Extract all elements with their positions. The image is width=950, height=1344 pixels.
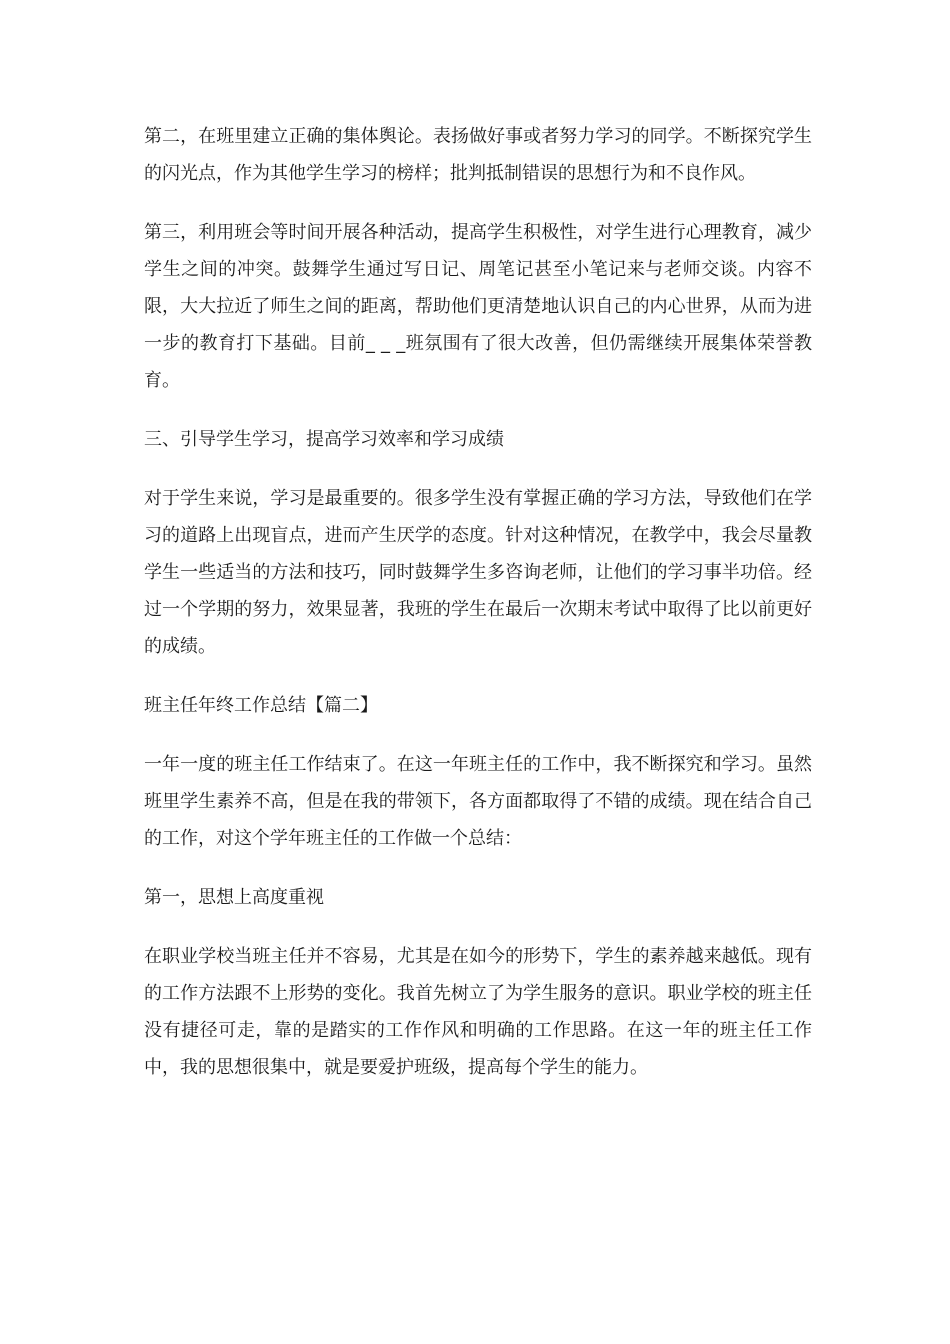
paragraph-year-intro: 一年一度的班主任工作结束了。在这一年班主任的工作中，我不断探究和学习。虽然班里学生素养不高，但是在我的带领下，各方面都取得了不错的成绩。现在结合自己的工作，对这个学年班主任的工作做一个总结： [144, 754, 812, 849]
section-heading-guide-learning: 三、引导学生学习，提高学习效率和学习成绩 [144, 429, 504, 450]
paragraph-collective-opinion: 第二，在班里建立正确的集体舆论。表扬做好事或者努力学习的同学。不断探究学生的闪光点，作为其他学生学习的榜样；批判抵制错误的思想行为和不良作风。 [144, 126, 812, 184]
document-body [144, 118, 812, 1108]
paragraph-vocational-school: 在职业学校当班主任并不容易，尤其是在如今的形势下，学生的素养越来越低。现有的工作方法跟不上形势的变化。我首先树立了为学生服务的意识。职业学校的班主任没有捷径可走，靠的是踏实的工作作风和明确的工作思路。在这一年的班主任工作中，我的思想很集中，就是要爱护班级，提高每个学生的能力。 [144, 946, 812, 1078]
paragraph-learning-methods: 对于学生来说，学习是最重要的。很多学生没有掌握正确的学习方法，导致他们在学习的道路上出现盲点，进而产生厌学的态度。针对这种情况，在教学中，我会尽量教学生一些适当的方法和技巧，同时鼓舞学生多咨询老师，让他们的学习事半功倍。经过一个学期的努力，效果显著，我班的学生在最后一次期末考试中取得了比以前更好的成绩。 [144, 488, 812, 657]
section-heading-ideology: 第一，思想上高度重视 [144, 887, 324, 908]
paragraph-class-activities: 第三，利用班会等时间开展各种活动，提高学生积极性，对学生进行心理教育，减少学生之间的冲突。鼓舞学生通过写日记、周笔记甚至小笔记来与老师交谈。内容不限，大大拉近了师生之间的距离，帮助他们更清楚地认识自己的内心世界，从而为进一步的教育打下基础。目前_ _ _班氛围有了很大改善，但仍需继续开展集体荣誉教育。 [144, 222, 812, 391]
article-title-part-two: 班主任年终工作总结【篇二】 [144, 695, 378, 716]
